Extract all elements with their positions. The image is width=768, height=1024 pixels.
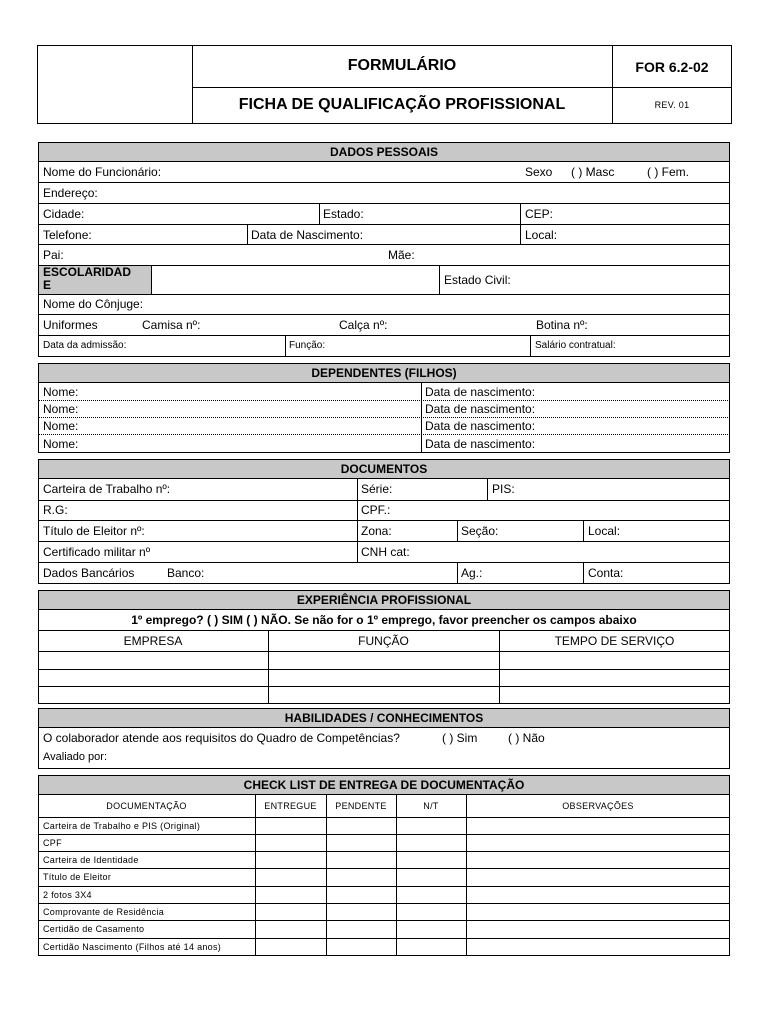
zona-label: Zona:: [361, 524, 392, 538]
row-line: [38, 920, 730, 921]
checklist-row-label: CPF: [43, 838, 62, 848]
calca-label: Calça nº:: [339, 318, 388, 332]
serie-label: Série:: [361, 482, 393, 496]
col-empresa: EMPRESA: [123, 634, 183, 648]
checklist-row-label: Comprovante de Residência: [43, 907, 165, 917]
cpf-label: CPF.:: [361, 503, 391, 517]
col-observacoes: OBSERVAÇÕES: [562, 801, 634, 811]
dependente-nome-label: Nome:: [43, 385, 79, 399]
secao-label: Seção:: [461, 524, 499, 538]
data-nascimento-label: Data de Nascimento:: [251, 228, 364, 242]
documentos-title: DOCUMENTOS: [340, 462, 428, 476]
rg-label: R.G:: [43, 503, 68, 517]
row-line: [38, 868, 730, 869]
row-line: [38, 669, 730, 670]
titulo-eleitor-label: Título de Eleitor nº:: [43, 524, 145, 538]
row-line: [38, 314, 730, 315]
col-funcao: FUNÇÃO: [358, 634, 409, 648]
avaliado-por-label: Avaliado por:: [43, 751, 108, 763]
row-line: [38, 886, 730, 887]
agencia-label: Ag.:: [461, 566, 483, 580]
competencias-question: O colaborador atende aos requisitos do Quadro de Competências?: [43, 731, 400, 745]
checklist-title: CHECK LIST DE ENTREGA DE DOCUMENTAÇÃO: [243, 778, 525, 792]
checklist-row-label: Certidão de Casamento: [43, 924, 145, 934]
row-line: [38, 244, 730, 245]
conta-label: Conta:: [588, 566, 624, 580]
cep-label: CEP:: [525, 207, 554, 221]
row-line: [38, 794, 730, 795]
header-divider: [192, 87, 732, 88]
col-line: [487, 478, 488, 500]
dependentes-title: DEPENDENTES (FILHOS): [311, 366, 457, 380]
dependente-nome-label: Nome:: [43, 437, 79, 451]
form-revision: REV. 01: [654, 100, 690, 110]
row-line: [38, 182, 730, 183]
col-nt: N/T: [423, 801, 439, 811]
row-line: [38, 541, 730, 542]
row-line: [38, 203, 730, 204]
mae-label: Mãe:: [388, 248, 415, 262]
row-line: [38, 903, 730, 904]
row-line-dotted: [38, 417, 730, 418]
sexo-label: Sexo: [525, 165, 553, 179]
checklist-row-label: Título de Eleitor: [43, 872, 112, 882]
row-line-dotted: [38, 400, 730, 401]
habilidades-title: HABILIDADES / CONHECIMENTOS: [284, 711, 484, 725]
checklist-row-label: Carteira de Trabalho e PIS (Original): [43, 821, 201, 831]
row-line: [38, 834, 730, 835]
pis-label: PIS:: [492, 482, 515, 496]
banco-label: Banco:: [167, 566, 205, 580]
col-line: [530, 335, 531, 357]
nome-funcionario-label: Nome do Funcionário:: [43, 165, 162, 179]
col-line: [319, 203, 320, 224]
escolaridade-label: ESCOLARIDAD: [43, 265, 132, 279]
col-line: [285, 335, 286, 357]
sexo-fem-checkbox[interactable]: ( ) Fem.: [647, 165, 689, 179]
row-line: [38, 727, 730, 728]
row-line: [38, 562, 730, 563]
row-line: [38, 478, 730, 479]
row-line: [38, 161, 730, 162]
checklist-row-label: Carteira de Identidade: [43, 855, 139, 865]
dependente-data-label: Data de nascimento:: [425, 385, 536, 399]
experiencia-title: EXPERIÊNCIA PROFISSIONAL: [296, 593, 472, 607]
botina-label: Botina nº:: [536, 318, 588, 332]
dependente-data-label: Data de nascimento:: [425, 402, 536, 416]
form-subtitle: FICHA DE QUALIFICAÇÃO PROFISSIONAL: [238, 96, 566, 113]
row-line: [38, 500, 730, 501]
form-code: FOR 6.2-02: [635, 59, 709, 75]
row-line: [38, 520, 730, 521]
dependente-nome-label: Nome:: [43, 402, 79, 416]
dependente-data-label: Data de nascimento:: [425, 419, 536, 433]
col-line: [520, 203, 521, 244]
conjuge-label: Nome do Cônjuge:: [43, 297, 144, 311]
dados-pessoais-title: DADOS PESSOAIS: [329, 145, 439, 159]
dependente-nome-label: Nome:: [43, 419, 79, 433]
row-line: [38, 686, 730, 687]
col-line: [151, 265, 152, 294]
primeiro-emprego-question: 1º emprego? ( ) SIM ( ) NÃO. Se não for o 1º emprego, favor preencher os campos abaixo: [131, 613, 637, 627]
escolaridade-label-wrap: E: [43, 278, 52, 292]
col-line: [583, 520, 584, 541]
header-divider: [612, 45, 613, 124]
col-line: [457, 562, 458, 584]
certificado-militar-label: Certificado militar nº: [43, 545, 151, 559]
dados-bancarios-label: Dados Bancários: [43, 566, 135, 580]
col-line: [255, 794, 256, 956]
checklist-row-label: 2 fotos 3X4: [43, 890, 92, 900]
row-line: [38, 335, 730, 336]
checklist-row-label: Certidão Nascimento (Filhos até 14 anos): [43, 942, 222, 952]
col-line: [457, 520, 458, 541]
endereco-label: Endereço:: [43, 186, 98, 200]
sexo-masc-checkbox[interactable]: ( ) Masc: [571, 165, 615, 179]
competencias-sim-checkbox[interactable]: ( ) Sim: [442, 731, 478, 745]
col-line: [247, 224, 248, 244]
telefone-label: Telefone:: [43, 228, 92, 242]
col-line: [396, 794, 397, 956]
col-line: [421, 382, 422, 453]
row-line: [38, 224, 730, 225]
row-line: [38, 630, 730, 631]
admissao-label: Data da admissão:: [43, 340, 127, 351]
col-line: [439, 265, 440, 294]
pai-label: Pai:: [43, 248, 64, 262]
estado-label: Estado:: [323, 207, 364, 221]
col-pendente: PENDENTE: [335, 801, 387, 811]
estado-civil-label: Estado Civil:: [444, 273, 511, 287]
competencias-nao-checkbox[interactable]: ( ) Não: [508, 731, 545, 745]
col-line: [326, 794, 327, 956]
local-label: Local:: [588, 524, 621, 538]
form-title: FORMULÁRIO: [347, 57, 457, 74]
row-line: [38, 382, 730, 383]
row-line-dotted: [38, 434, 730, 435]
col-line: [583, 562, 584, 584]
col-documentacao: DOCUMENTAÇÃO: [106, 801, 187, 811]
row-line: [38, 938, 730, 939]
row-line: [38, 651, 730, 652]
col-line: [466, 794, 467, 956]
funcao-label: Função:: [289, 340, 326, 351]
cnh-label: CNH cat:: [361, 545, 410, 559]
row-line: [38, 851, 730, 852]
dependente-data-label: Data de nascimento:: [425, 437, 536, 451]
carteira-trabalho-label: Carteira de Trabalho nº:: [43, 482, 171, 496]
row-line: [38, 294, 730, 295]
row-line: [38, 609, 730, 610]
col-entregue: ENTREGUE: [264, 801, 317, 811]
row-line: [38, 817, 730, 818]
uniformes-label: Uniformes: [43, 318, 98, 332]
salario-label: Salário contratual:: [535, 340, 616, 351]
camisa-label: Camisa nº:: [142, 318, 201, 332]
cidade-label: Cidade:: [43, 207, 85, 221]
col-tempo-servico: TEMPO DE SERVIÇO: [554, 634, 675, 648]
col-line: [357, 478, 358, 562]
local-nascimento-label: Local:: [525, 228, 558, 242]
